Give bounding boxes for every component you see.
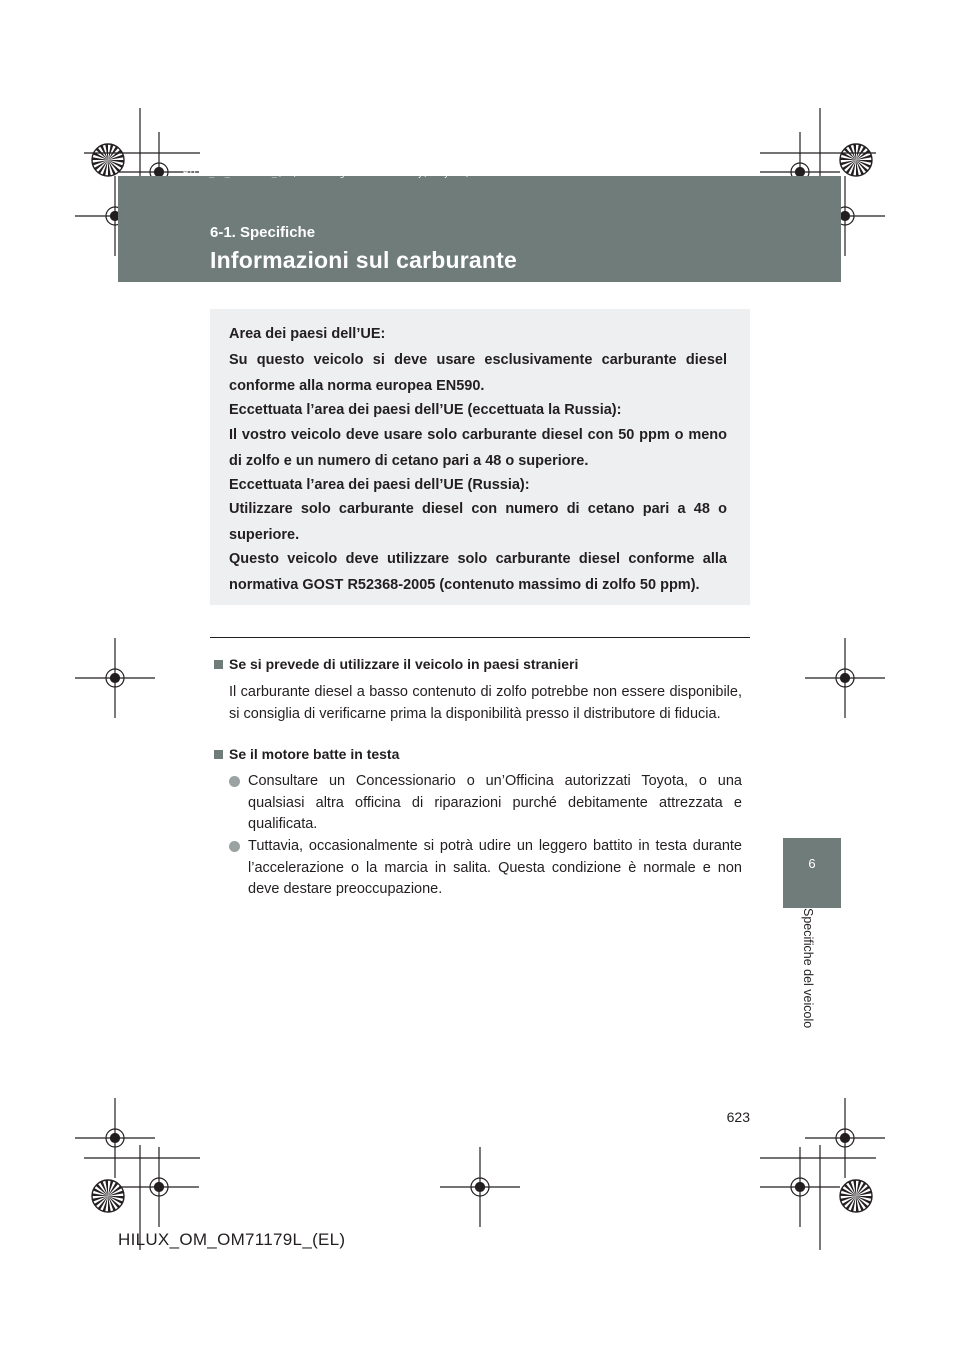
info-text-russia-gost: Questo veicolo deve utilizzare solo carburante diesel conforme alla normativa GOST R52368-2005 (contenuto massimo di zolfo 50 ppm). xyxy=(229,551,727,593)
crosshair-icon xyxy=(805,1098,885,1178)
crosshair-icon xyxy=(440,1147,520,1227)
chapter-label: Specifiche del veicolo xyxy=(801,908,815,1029)
radial-target-icon xyxy=(92,144,124,176)
chapter-number: 6 xyxy=(808,856,816,871)
circle-bullet-icon xyxy=(229,776,240,787)
radial-target-icon xyxy=(840,1180,872,1212)
bullet-item: Consultare un Concessionario o un’Officina autorizzati Toyota, o una qualsiasi altra officina di riparazioni purché debitamente attrezzata e qualificata. xyxy=(229,771,742,836)
info-text-eu: Su questo veicolo si deve usare esclusivamente carburante diesel conforme alla norma europea EN590. xyxy=(229,352,727,394)
chapter-tab xyxy=(783,838,841,908)
bullet-item: Tuttavia, occasionalmente si potrà udire un leggero battito in testa durante l’accelerazione o la marcia in salita. Questa condizione è normale e non deve destare preoccupazione. xyxy=(229,836,742,901)
section-divider xyxy=(210,637,750,638)
circle-bullet-icon xyxy=(229,841,240,852)
info-heading-russia: Eccettuata l’area dei paesi dell’UE (Russia): xyxy=(229,477,530,493)
square-bullet-icon xyxy=(214,750,223,759)
page-title: Informazioni sul carburante xyxy=(210,247,518,273)
print-file-stamp: HILUX_OM_OM71179L_(EL).book Page 623 Wednesday, May 16, 2012 11:37 AM xyxy=(183,169,544,179)
info-text-russia-cetane: Utilizzare solo carburante diesel con numero di cetano pari a 48 o superiore. xyxy=(229,501,727,543)
page-number: 623 xyxy=(726,1109,750,1125)
radial-target-icon xyxy=(92,1180,124,1212)
crosshair-icon xyxy=(760,1147,840,1227)
info-text-non-eu: Il vostro veicolo deve usare solo carburante diesel con 50 ppm o meno di zolfo e un numero di cetano pari a 48 o superiore. xyxy=(229,427,727,469)
info-heading-non-eu: Eccettuata l’area dei paesi dell’UE (eccettuata la Russia): xyxy=(229,402,622,418)
footer-document-code: HILUX_OM_OM71179L_(EL) xyxy=(118,1230,346,1249)
fuel-info-box xyxy=(210,309,750,605)
heading-engine-knock: Se il motore batte in testa xyxy=(214,746,399,762)
heading-foreign-countries: Se si prevede di utilizzare il veicolo in paesi stranieri xyxy=(214,656,578,672)
section-label: 6-1. Specifiche xyxy=(210,224,316,241)
radial-target-icon xyxy=(840,144,872,176)
crosshair-icon xyxy=(805,638,885,718)
crosshair-icon xyxy=(75,1098,155,1178)
text-foreign-countries: Il carburante diesel a basso contenuto di zolfo potrebbe non essere disponibile, si consiglia di verificarne prima la disponibilità presso il distributore di fiducia. xyxy=(229,684,742,722)
crosshair-icon xyxy=(75,638,155,718)
crosshair-icon xyxy=(119,1147,199,1227)
info-heading-eu: Area dei paesi dell’UE: xyxy=(229,326,386,342)
square-bullet-icon xyxy=(214,660,223,669)
